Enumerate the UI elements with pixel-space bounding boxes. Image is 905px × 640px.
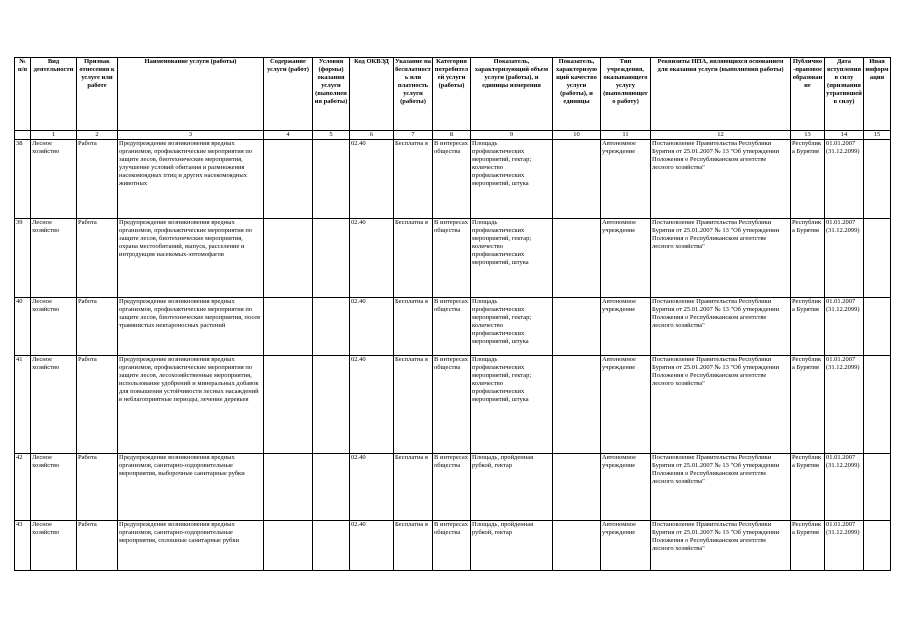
column-number-cell: 13 <box>791 131 825 140</box>
consumers-cell: В интересах общества <box>433 140 471 219</box>
column-number-cell: 8 <box>433 131 471 140</box>
payment-cell: Бесплатна я <box>394 356 433 454</box>
quality-cell <box>553 356 601 454</box>
date-cell: 01.01.2007 (31.12.2099) <box>825 454 864 521</box>
service-name-cell: Предупреждение возникновения вредных организмов, профилактические мероприятия по защите лесов, лесохозяйственные мероприятия, использование удобрений и минеральных добавок для повышения устойчивости лесных насаждений в неблагоприятные периоды, лечение деревьев <box>118 356 264 454</box>
table-row <box>15 298 891 356</box>
payment-cell: Бесплатна я <box>394 521 433 571</box>
entity-cell: Республик а Бурятия <box>791 356 825 454</box>
institution-type-cell: Автономное учреждение <box>601 521 651 571</box>
date-cell: 01.01.2007 (31.12.2099) <box>825 356 864 454</box>
column-number-cell: 2 <box>77 131 118 140</box>
column-number-cell: 10 <box>553 131 601 140</box>
volume-cell: Площадь профилактических мероприятий, гектар; количество профилактических мероприятий, штука <box>471 356 553 454</box>
header-cell: Вид деятельности <box>31 58 77 131</box>
table-body <box>15 140 891 571</box>
column-number-cell: 5 <box>313 131 350 140</box>
entity-cell: Республик а Бурятия <box>791 219 825 298</box>
header-cell: Показатель, характеризующий качество услуги (работы), и единицы <box>553 58 601 131</box>
date-cell: 01.01.2007 (31.12.2099) <box>825 219 864 298</box>
row-number: 39 <box>15 219 31 298</box>
service-name-cell: Предупреждение возникновения вредных организмов, профилактические мероприятия по защите лесов, биотехнические мероприятия, улучшение условий обитания и размножения насекомоядных птиц и других насекомоядных животных <box>118 140 264 219</box>
entity-cell: Республик а Бурятия <box>791 298 825 356</box>
service-name-cell: Предупреждение возникновения вредных организмов, санитарно-оздоровительные мероприятия, выборочные санитарные рубки <box>118 454 264 521</box>
consumers-cell: В интересах общества <box>433 454 471 521</box>
other-cell <box>864 521 891 571</box>
sign-cell: Работа <box>77 219 118 298</box>
quality-cell <box>553 140 601 219</box>
table-row <box>15 454 891 521</box>
payment-cell: Бесплатна я <box>394 219 433 298</box>
payment-cell: Бесплатна я <box>394 298 433 356</box>
sign-cell: Работа <box>77 521 118 571</box>
quality-cell <box>553 454 601 521</box>
other-cell <box>864 454 891 521</box>
column-number-row <box>15 131 891 140</box>
other-cell <box>864 298 891 356</box>
institution-type-cell: Автономное учреждение <box>601 219 651 298</box>
column-number-cell: 11 <box>601 131 651 140</box>
conditions-cell <box>313 521 350 571</box>
header-cell: Публично-правовое образование <box>791 58 825 131</box>
table-row <box>15 521 891 571</box>
sign-cell: Работа <box>77 140 118 219</box>
content-cell <box>264 219 313 298</box>
row-number: 43 <box>15 521 31 571</box>
header-row <box>15 58 891 131</box>
volume-cell: Площадь профилактических мероприятий, гектар; количество профилактических мероприятий, штука <box>471 298 553 356</box>
other-cell <box>864 140 891 219</box>
header-cell: Указание на бесплатность или платность услуги (работы) <box>394 58 433 131</box>
okved-cell: 02.40 <box>350 298 394 356</box>
npa-cell: Постановление Правительства Республики Бурятия от 25.01.2007 № 13 "Об утверждении Положения о Республиканском агентстве лесного хозяйства" <box>651 454 791 521</box>
column-number-cell: 9 <box>471 131 553 140</box>
column-number-cell: 3 <box>118 131 264 140</box>
column-number-cell: 12 <box>651 131 791 140</box>
consumers-cell: В интересах общества <box>433 521 471 571</box>
activity-cell: Лесное хозяйство <box>31 454 77 521</box>
column-number-cell <box>15 131 31 140</box>
column-number-cell: 14 <box>825 131 864 140</box>
other-cell <box>864 356 891 454</box>
conditions-cell <box>313 140 350 219</box>
row-number: 38 <box>15 140 31 219</box>
content-cell <box>264 140 313 219</box>
entity-cell: Республик а Бурятия <box>791 521 825 571</box>
content-cell <box>264 298 313 356</box>
other-cell <box>864 219 891 298</box>
header-cell: Условия (формы) оказания услуги (выполнения работы) <box>313 58 350 131</box>
volume-cell: Площадь, пройденная рубкой, гектар <box>471 454 553 521</box>
volume-cell: Площадь профилактических мероприятий, гектар; количество профилактических мероприятий, штука <box>471 219 553 298</box>
payment-cell: Бесплатна я <box>394 140 433 219</box>
quality-cell <box>553 298 601 356</box>
header-cell: Показатель, характеризующий объем услуги (работы), и единицы измерения <box>471 58 553 131</box>
service-name-cell: Предупреждение возникновения вредных организмов, профилактические мероприятия по защите лесов, биотехнические мероприятия, посев травянистых нектароносных растений <box>118 298 264 356</box>
sign-cell: Работа <box>77 298 118 356</box>
header-cell: Признак отнесения к услуге или работе <box>77 58 118 131</box>
column-number-cell: 6 <box>350 131 394 140</box>
npa-cell: Постановление Правительства Республики Бурятия от 25.01.2007 № 13 "Об утверждении Положения о Республиканском агентстве лесного хозяйства" <box>651 298 791 356</box>
header-cell: Наименование услуги (работы) <box>118 58 264 131</box>
header-cell: Код ОКВЭД <box>350 58 394 131</box>
okved-cell: 02.40 <box>350 521 394 571</box>
activity-cell: Лесное хозяйство <box>31 356 77 454</box>
conditions-cell <box>313 454 350 521</box>
content-cell <box>264 454 313 521</box>
volume-cell: Площадь, пройденная рубкой, гектар <box>471 521 553 571</box>
header-cell: Иная информация <box>864 58 891 131</box>
quality-cell <box>553 521 601 571</box>
header-cell: № п/п <box>15 58 31 131</box>
institution-type-cell: Автономное учреждение <box>601 356 651 454</box>
content-cell <box>264 521 313 571</box>
institution-type-cell: Автономное учреждение <box>601 298 651 356</box>
service-name-cell: Предупреждение возникновения вредных организмов, профилактические мероприятия по защите лесов, биотехнические мероприятия, охрана местообитаний, выпуск, расселение и интродукция насекомых-энтомофагов <box>118 219 264 298</box>
table-row <box>15 356 891 454</box>
conditions-cell <box>313 219 350 298</box>
okved-cell: 02.40 <box>350 356 394 454</box>
institution-type-cell: Автономное учреждение <box>601 454 651 521</box>
npa-cell: Постановление Правительства Республики Бурятия от 25.01.2007 № 13 "Об утверждении Положения о Республиканском агентстве лесного хозяйства" <box>651 356 791 454</box>
service-name-cell: Предупреждение возникновения вредных организмов, санитарно-оздоровительные мероприятия, сплошные санитарные рубки <box>118 521 264 571</box>
npa-cell: Постановление Правительства Республики Бурятия от 25.01.2007 № 13 "Об утверждении Положения о Республиканском агентстве лесного хозяйства" <box>651 521 791 571</box>
volume-cell: Площадь профилактических мероприятий, гектар; количество профилактических мероприятий, штука <box>471 140 553 219</box>
activity-cell: Лесное хозяйство <box>31 219 77 298</box>
activity-cell: Лесное хозяйство <box>31 298 77 356</box>
quality-cell <box>553 219 601 298</box>
header-cell: Содержание услуги (работ) <box>264 58 313 131</box>
npa-cell: Постановление Правительства Республики Бурятия от 25.01.2007 № 13 "Об утверждении Положения о Республиканском агентстве лесного хозяйства" <box>651 140 791 219</box>
table-row <box>15 219 891 298</box>
column-number-cell: 1 <box>31 131 77 140</box>
column-number-cell: 4 <box>264 131 313 140</box>
institution-type-cell: Автономное учреждение <box>601 140 651 219</box>
activity-cell: Лесное хозяйство <box>31 521 77 571</box>
activity-cell: Лесное хозяйство <box>31 140 77 219</box>
date-cell: 01.01.2007 (31.12.2099) <box>825 298 864 356</box>
content-cell <box>264 356 313 454</box>
conditions-cell <box>313 298 350 356</box>
consumers-cell: В интересах общества <box>433 298 471 356</box>
date-cell: 01.01.2007 (31.12.2099) <box>825 521 864 571</box>
row-number: 42 <box>15 454 31 521</box>
row-number: 41 <box>15 356 31 454</box>
npa-cell: Постановление Правительства Республики Бурятия от 25.01.2007 № 13 "Об утверждении Положения о Республиканском агентстве лесного хозяйства" <box>651 219 791 298</box>
date-cell: 01.01.2007 (31.12.2099) <box>825 140 864 219</box>
header-cell: Категория потребителей услуги (работы) <box>433 58 471 131</box>
table-row <box>15 140 891 219</box>
payment-cell: Бесплатна я <box>394 454 433 521</box>
okved-cell: 02.40 <box>350 140 394 219</box>
entity-cell: Республик а Бурятия <box>791 140 825 219</box>
okved-cell: 02.40 <box>350 454 394 521</box>
sign-cell: Работа <box>77 454 118 521</box>
header-cell: Дата вступления в силу (признания утратившей в силу) <box>825 58 864 131</box>
row-number: 40 <box>15 298 31 356</box>
conditions-cell <box>313 356 350 454</box>
services-table <box>14 57 891 571</box>
entity-cell: Республик а Бурятия <box>791 454 825 521</box>
consumers-cell: В интересах общества <box>433 219 471 298</box>
header-cell: Тип учреждения, оказывающего услугу (выполняющего работу) <box>601 58 651 131</box>
column-number-cell: 7 <box>394 131 433 140</box>
consumers-cell: В интересах общества <box>433 356 471 454</box>
okved-cell: 02.40 <box>350 219 394 298</box>
sign-cell: Работа <box>77 356 118 454</box>
header-cell: Реквизиты НПА, являющихся основанием для оказания услуги (выполнения работы) <box>651 58 791 131</box>
column-number-cell: 15 <box>864 131 891 140</box>
services-table-sheet <box>14 57 890 571</box>
